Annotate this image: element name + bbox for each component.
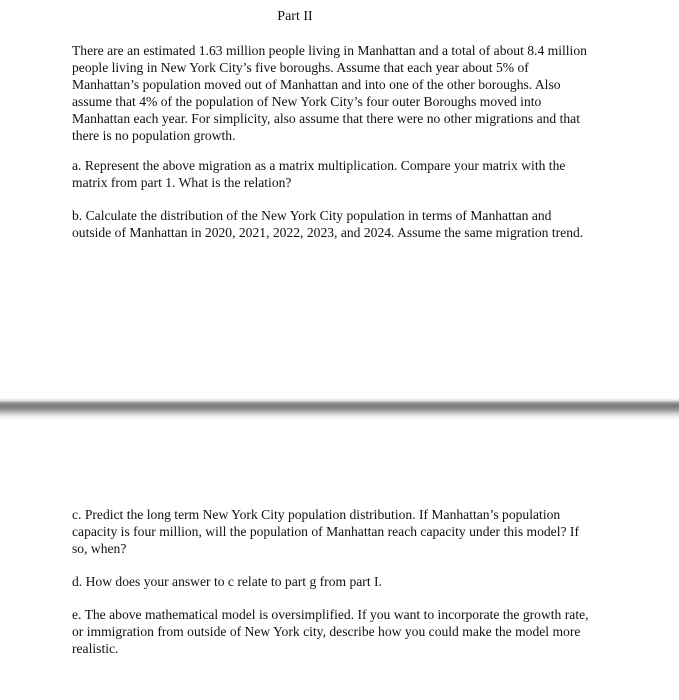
question-d: d. How does your answer to c relate to part g from part I. [72, 574, 382, 589]
intro-paragraph: There are an estimated 1.63 million people living in Manhattan and a total of about 8.4 million people living in New York City’s five boroughs. Assume that each year about 5% of Manhattan’s population moved out of Manhattan and into one of the other boroughs. Also assume that 4% of the population of New York City’s four outer Boroughs moved into Manhattan each year. For simplicity, also assume that there were no other migrations and that there is no population growth. [72, 43, 587, 143]
question-b: b. Calculate the distribution of the New York City population in terms of Manhattan and outside of Manhattan in 2020, 2021, 2022, 2023, and 2024. Assume the same migration trend. [72, 208, 584, 240]
question-c: c. Predict the long term New York City population distribution. If Manhattan’s population capacity is four million, will the population of Manhattan reach capacity under this model? If so, when? [72, 507, 579, 556]
question-e: e. The above mathematical model is oversimplified. If you want to incorporate the growth rate, or immigration from outside of New York city, describe how you could make the model more realistic. [72, 607, 589, 656]
question-a: a. Represent the above migration as a matrix multiplication. Compare your matrix with the matrix from part 1. What is the relation? [72, 158, 566, 190]
page-title: Part II [277, 9, 313, 24]
page-divider [0, 398, 679, 420]
page-lower [0, 420, 679, 700]
